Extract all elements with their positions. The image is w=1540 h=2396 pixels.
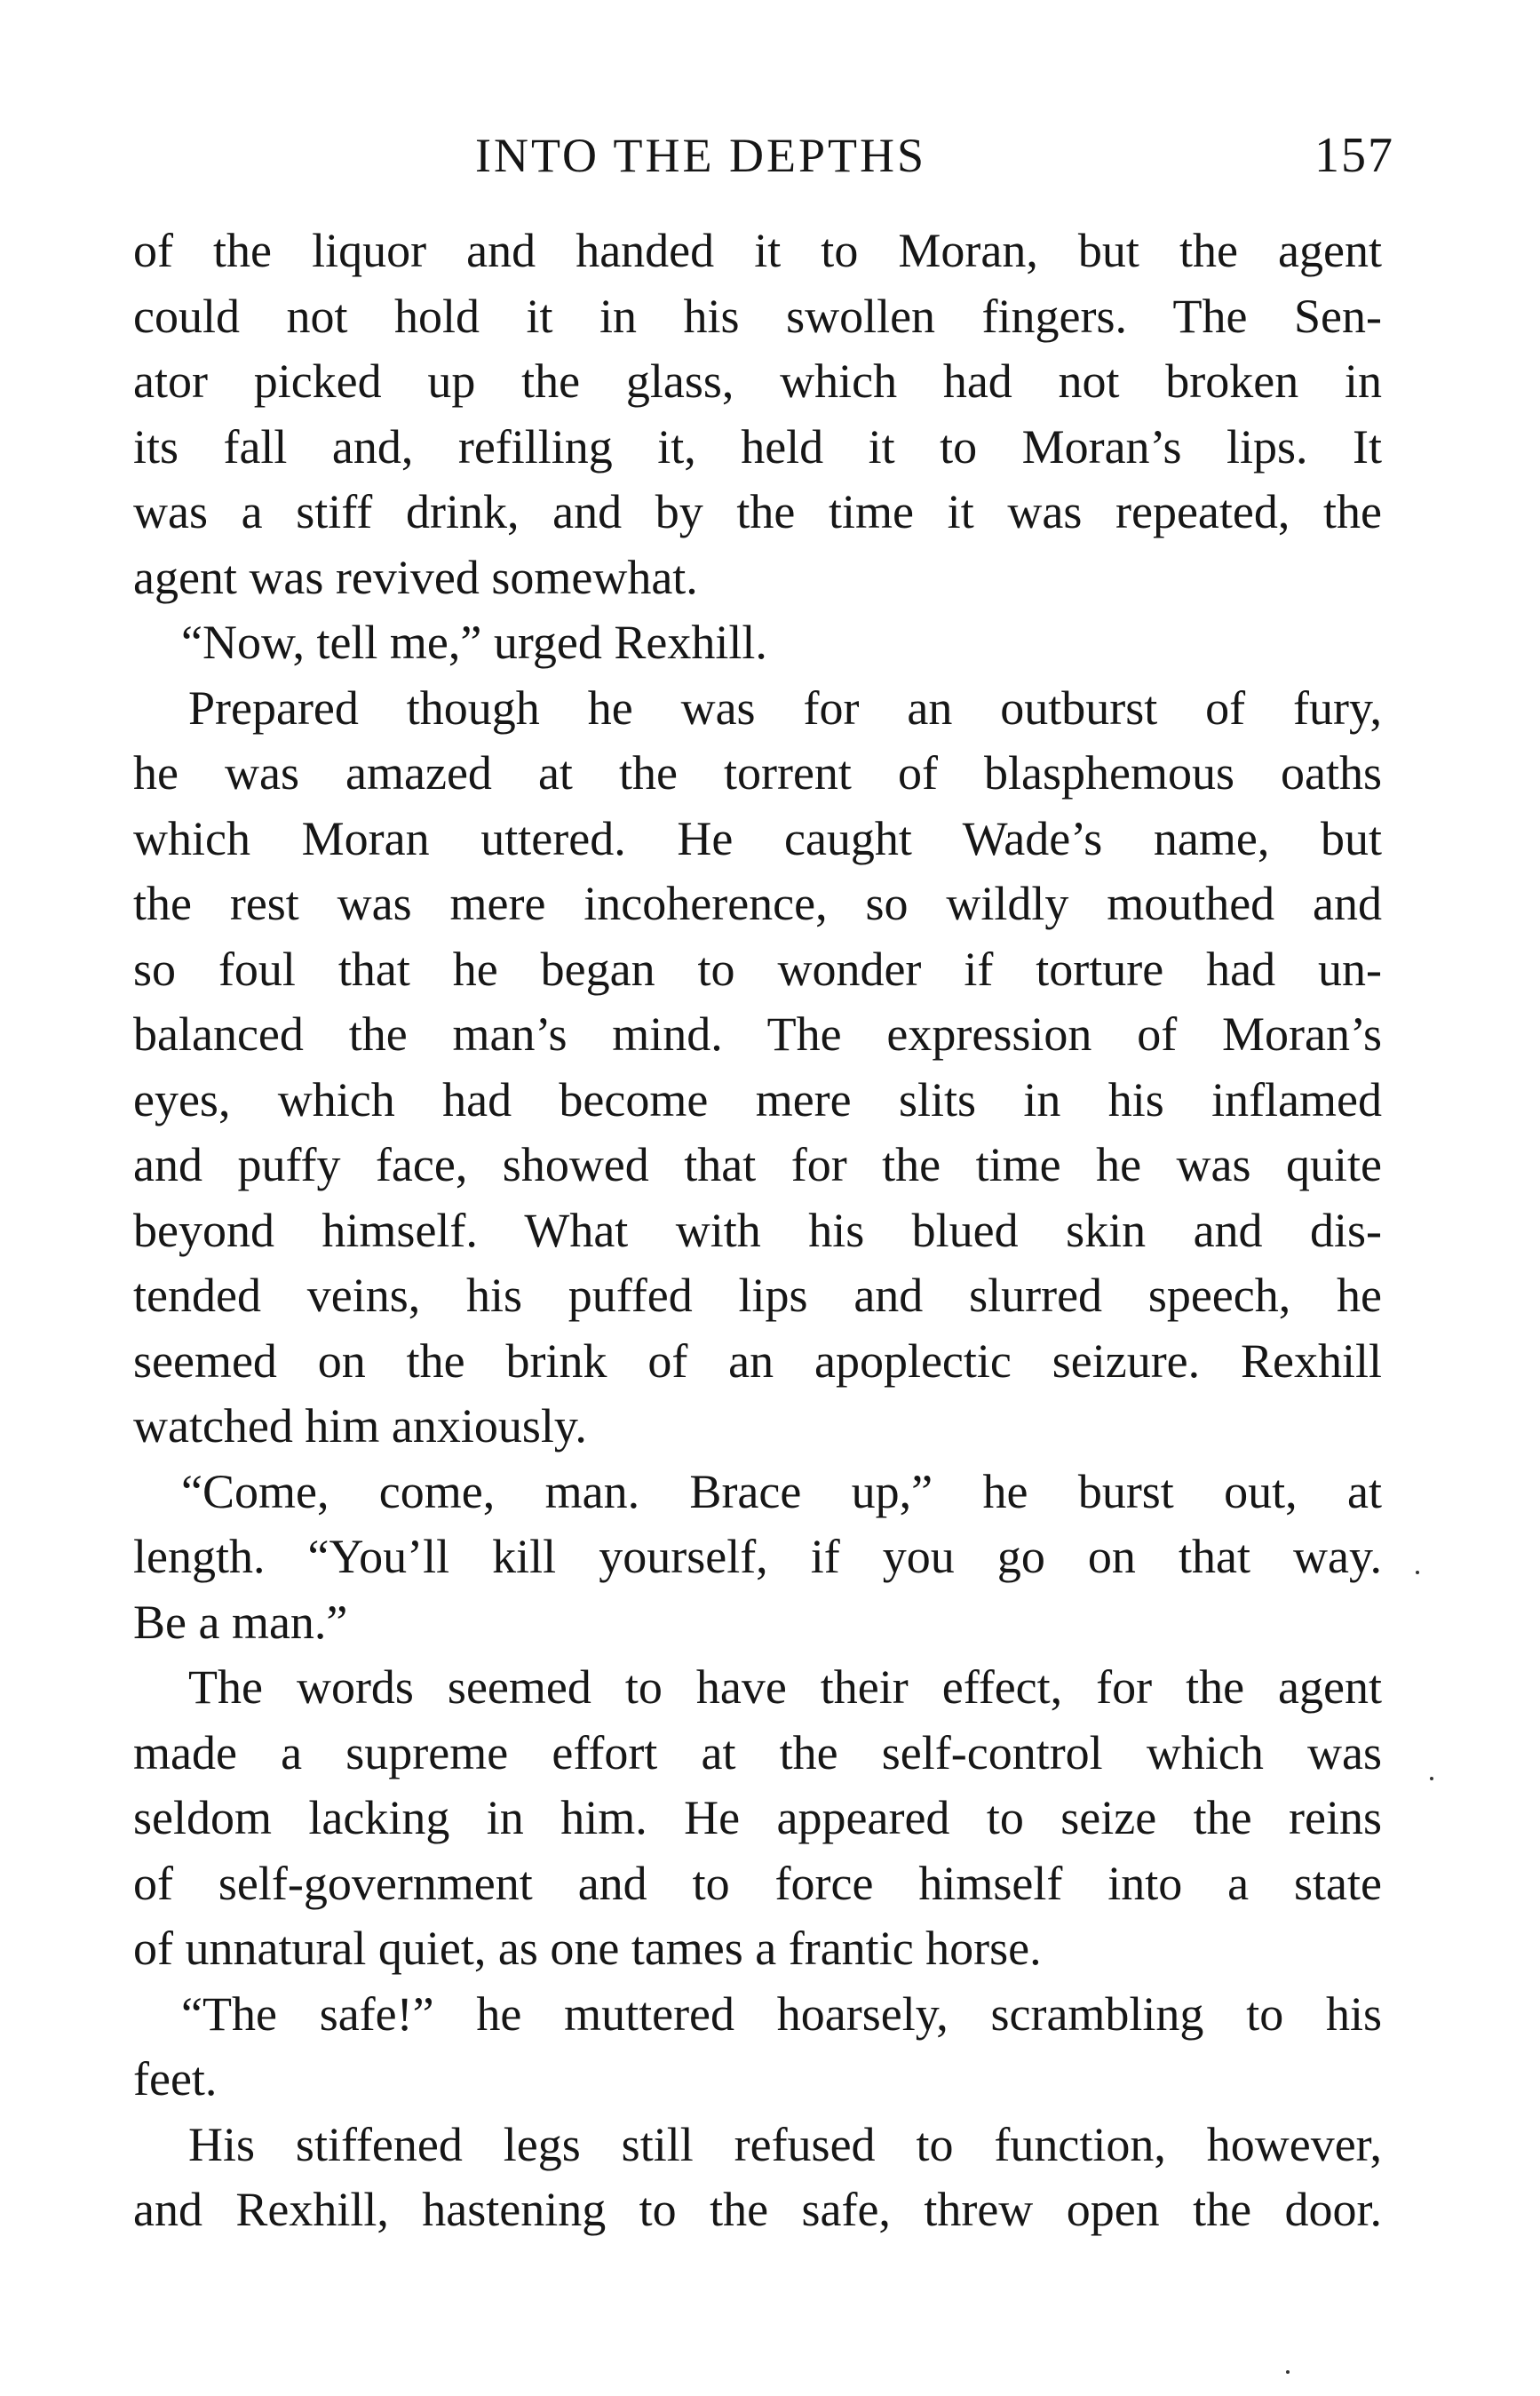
page-number: 157 xyxy=(1314,128,1394,183)
text-line: watched him anxiously. xyxy=(133,1399,587,1453)
text-line: and puffy face, showed that for the time he was quite xyxy=(133,1138,1382,1191)
body-text xyxy=(133,219,1382,2243)
text-line: was a stiff drink, and by the time it was repeated, the xyxy=(133,485,1382,538)
text-line: seemed on the brink of an apoplectic seizure. Rexhill xyxy=(133,1333,1382,1388)
text-line: “The safe!” he muttered hoarsely, scrambling to his xyxy=(181,1986,1382,2041)
text-line: length. “You’ll kill yourself, if you go on that way. xyxy=(133,1530,1382,1583)
text-line: could not hold it in his swollen fingers. The Sen- xyxy=(133,289,1382,343)
text-line: and Rexhill, hastening to the safe, threw open the door. xyxy=(133,2183,1382,2236)
margin-speck xyxy=(1430,1777,1433,1780)
text-line: so foul that he began to wonder if torture had un- xyxy=(133,942,1382,996)
text-line: which Moran uttered. He caught Wade’s name, but xyxy=(133,811,1382,865)
text-line: agent was revived somewhat. xyxy=(133,550,698,604)
text-line: the rest was mere incoherence, so wildly mouthed and xyxy=(133,877,1382,930)
text-line: Prepared though he was for an outburst of fury, xyxy=(188,681,1382,735)
text-line: beyond himself. What with his blued skin and dis- xyxy=(133,1203,1382,1257)
text-line: ator picked up the glass, which had not broken in xyxy=(133,354,1382,408)
margin-speck xyxy=(1416,1571,1419,1574)
text-line: seldom lacking in him. He appeared to seize the reins xyxy=(133,1791,1382,1844)
text-line: of self-government and to force himself into a state xyxy=(133,1856,1382,1910)
text-line: “Now, tell me,” urged Rexhill. xyxy=(181,616,767,669)
text-line: “Come, come, man. Brace up,” he burst out, at xyxy=(181,1464,1382,1518)
text-line: he was amazed at the torrent of blasphemous oaths xyxy=(133,746,1382,800)
text-line: tended veins, his puffed lips and slurred speech, he xyxy=(133,1269,1382,1322)
text-line: feet. xyxy=(133,2052,218,2105)
text-line: His stiffened legs still refused to function, however, xyxy=(188,2117,1382,2171)
text-line: The words seemed to have their effect, for the agent xyxy=(188,1660,1382,1714)
text-line: of unnatural quiet, as one tames a frantic horse. xyxy=(133,1922,1042,1975)
running-head xyxy=(133,124,1394,187)
text-line: Be a man.” xyxy=(133,1595,348,1649)
running-title: INTO THE DEPTHS xyxy=(475,129,927,182)
text-line: balanced the man’s mind. The expression of Moran’s xyxy=(133,1007,1382,1061)
text-line: of the liquor and handed it to Moran, but the agent xyxy=(133,224,1382,277)
text-line: its fall and, refilling it, held it to Moran’s lips. It xyxy=(133,419,1382,474)
margin-speck xyxy=(1286,2370,1290,2374)
text-line: made a supreme effort at the self-control which was xyxy=(133,1725,1382,1779)
text-line: eyes, which had become mere slits in his inflamed xyxy=(133,1072,1382,1126)
